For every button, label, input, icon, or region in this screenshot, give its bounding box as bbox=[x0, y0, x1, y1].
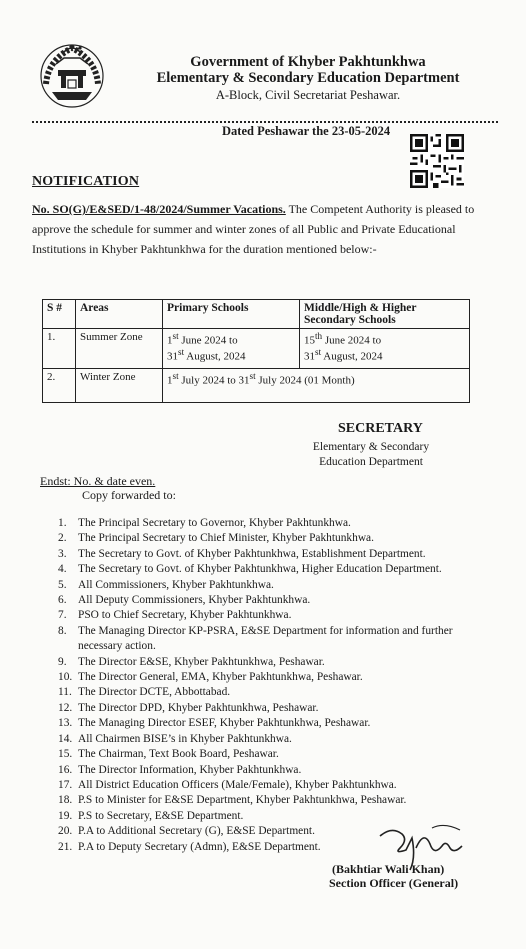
list-item-text: The Director DPD, Khyber Pakhtunkhwa, Peshawar. bbox=[78, 701, 319, 714]
list-item bbox=[58, 516, 488, 531]
list-item-number: 8. bbox=[58, 624, 67, 637]
list-item bbox=[58, 763, 488, 778]
header-government: Government of Khyber Pakhtunkhwa bbox=[190, 54, 426, 70]
list-item-number: 16. bbox=[58, 763, 73, 776]
list-item-text: All District Education Officers (Male/Female), Khyber Pakhtunkhwa. bbox=[78, 778, 397, 791]
list-item-number: 7. bbox=[58, 609, 67, 622]
secretary-title: SECRETARY bbox=[338, 421, 423, 436]
notification-body: The Competent Authority is pleased to approve the schedule for summer and winter zones of all Public and Private Educational Institutions in Khyber Pakhtunkhwa for the duration mentioned below:- bbox=[32, 202, 475, 256]
list-item-text: All Chairmen BISE’s in Khyber Pakhtunkhwa. bbox=[78, 732, 292, 745]
list-item-number: 19. bbox=[58, 809, 73, 822]
list-item-text: The Principal Secretary to Chief Minister, Khyber Pakhtunkhwa. bbox=[78, 532, 374, 545]
list-item-number: 2. bbox=[58, 532, 67, 545]
list-item-text: The Director DCTE, Abbottabad. bbox=[78, 686, 231, 699]
list-item-text: The Director E&SE, Khyber Pakhtunkhwa, Peshawar. bbox=[78, 655, 325, 668]
list-item-number: 4. bbox=[58, 563, 67, 576]
dated-line: Dated Peshawar the 23-05-2024 bbox=[222, 124, 391, 138]
list-item-text: All Deputy Commissioners, Khyber Pakhtunkhwa. bbox=[78, 594, 311, 607]
endorsement-label: Endst: No. & date even. bbox=[40, 474, 156, 488]
list-item bbox=[58, 701, 488, 716]
list-item bbox=[58, 547, 488, 562]
vacation-schedule-table bbox=[42, 299, 470, 403]
list-item bbox=[58, 608, 488, 623]
list-item-text: The Principal Secretary to Governor, Khyber Pakhtunkhwa. bbox=[78, 517, 351, 529]
list-item-number: 21. bbox=[58, 840, 73, 853]
list-item-text: The Director General, EMA, Khyber Pakhtunkhwa, Peshawar. bbox=[78, 671, 363, 684]
list-item-text: The Managing Director ESEF, Khyber Pakhtunkhwa, Peshawar. bbox=[78, 717, 371, 730]
list-item bbox=[58, 716, 488, 731]
notification-paragraph bbox=[32, 199, 498, 259]
table-row bbox=[43, 369, 470, 403]
header-department: Elementary & Secondary Education Department bbox=[156, 70, 460, 86]
list-item-number: 11. bbox=[58, 686, 72, 699]
list-item-number: 6. bbox=[58, 594, 67, 607]
header-middle-high: Middle/High & Higher Secondary Schools bbox=[300, 300, 470, 329]
list-item-number: 9. bbox=[58, 655, 67, 668]
header-address: A-Block, Civil Secretariat Peshawar. bbox=[215, 88, 401, 102]
list-item-number: 5. bbox=[58, 578, 67, 591]
signatory-designation: Section Officer (General) bbox=[329, 876, 459, 890]
list-item-text: P.S to Minister for E&SE Department, Khyber Pakhtunkhwa, Peshawar. bbox=[78, 794, 407, 807]
header-sn: S # bbox=[43, 300, 76, 329]
notification-title: NOTIFICATION bbox=[32, 174, 140, 189]
list-item bbox=[58, 562, 488, 577]
list-item bbox=[58, 747, 488, 762]
cell-sn: 1. bbox=[43, 329, 76, 369]
list-item-text: P.A to Additional Secretary (G), E&SE Department. bbox=[78, 825, 315, 838]
list-item bbox=[58, 655, 488, 670]
signatory-name: (Bakhtiar Wali Khan) bbox=[332, 862, 445, 876]
cell-area: Winter Zone bbox=[76, 369, 163, 403]
list-item-text: The Managing Director KP-PSRA, E&SE Department for information and further necessary action. bbox=[78, 624, 453, 653]
qr-code-icon bbox=[410, 134, 464, 188]
list-item-number: 20. bbox=[58, 825, 73, 838]
list-item-number: 14. bbox=[58, 732, 73, 745]
cell-winter-dates: 1st July 2024 to 31st July 2024 (01 Month) bbox=[163, 369, 470, 403]
list-item-text: P.S to Secretary, E&SE Department. bbox=[78, 809, 244, 822]
notification-reference: No. SO(G)/E&SED/1-48/2024/Summer Vacations. bbox=[32, 202, 286, 216]
list-item-number: 17. bbox=[58, 778, 73, 791]
list-item-text: P.A to Deputy Secretary (Admn), E&SE Department. bbox=[78, 840, 321, 853]
recipient-list bbox=[58, 516, 488, 855]
cell-primary-dates: 1st June 2024 to 31st August, 2024 bbox=[163, 329, 300, 369]
list-item-text: The Secretary to Govt. of Khyber Pakhtunkhwa, Higher Education Department. bbox=[78, 563, 442, 576]
list-item-text: The Chairman, Text Book Board, Peshawar. bbox=[78, 748, 279, 761]
table-header-row bbox=[43, 300, 470, 329]
list-item-number: 12. bbox=[58, 701, 73, 714]
secretary-department: Elementary & Secondary Education Department bbox=[312, 441, 430, 468]
list-item-text: All Commissioners, Khyber Pakhtunkhwa. bbox=[78, 578, 274, 591]
copy-forwarded-label: Copy forwarded to: bbox=[82, 488, 176, 502]
list-item bbox=[58, 778, 488, 793]
list-item bbox=[58, 793, 488, 808]
list-item bbox=[58, 624, 488, 655]
list-item bbox=[58, 578, 488, 593]
cell-sn: 2. bbox=[43, 369, 76, 403]
list-item-number: 13. bbox=[58, 717, 73, 730]
list-item-text: The Director Information, Khyber Pakhtunkhwa. bbox=[78, 763, 302, 776]
list-item-text: PSO to Chief Secretary, Khyber Pakhtunkhwa. bbox=[78, 609, 292, 622]
list-item bbox=[58, 670, 488, 685]
header-areas: Areas bbox=[76, 300, 163, 329]
list-item bbox=[58, 593, 488, 608]
list-item-number: 15. bbox=[58, 748, 73, 761]
list-item-number: 1. bbox=[58, 517, 67, 529]
list-item-number: 18. bbox=[58, 794, 73, 807]
header-primary: Primary Schools bbox=[163, 300, 300, 329]
list-item-number: 10. bbox=[58, 671, 73, 684]
khyber-pakhtunkhwa-emblem-icon bbox=[38, 40, 106, 108]
header-separator bbox=[32, 121, 498, 123]
cell-area: Summer Zone bbox=[76, 329, 163, 369]
list-item-number: 3. bbox=[58, 547, 67, 560]
list-item bbox=[58, 531, 488, 546]
cell-middle-high-dates: 15th June 2024 to 31st August, 2024 bbox=[300, 329, 470, 369]
table-row bbox=[43, 329, 470, 369]
list-item bbox=[58, 685, 488, 700]
list-item-text: The Secretary to Govt. of Khyber Pakhtunkhwa, Establishment Department. bbox=[78, 547, 426, 560]
list-item bbox=[58, 732, 488, 747]
